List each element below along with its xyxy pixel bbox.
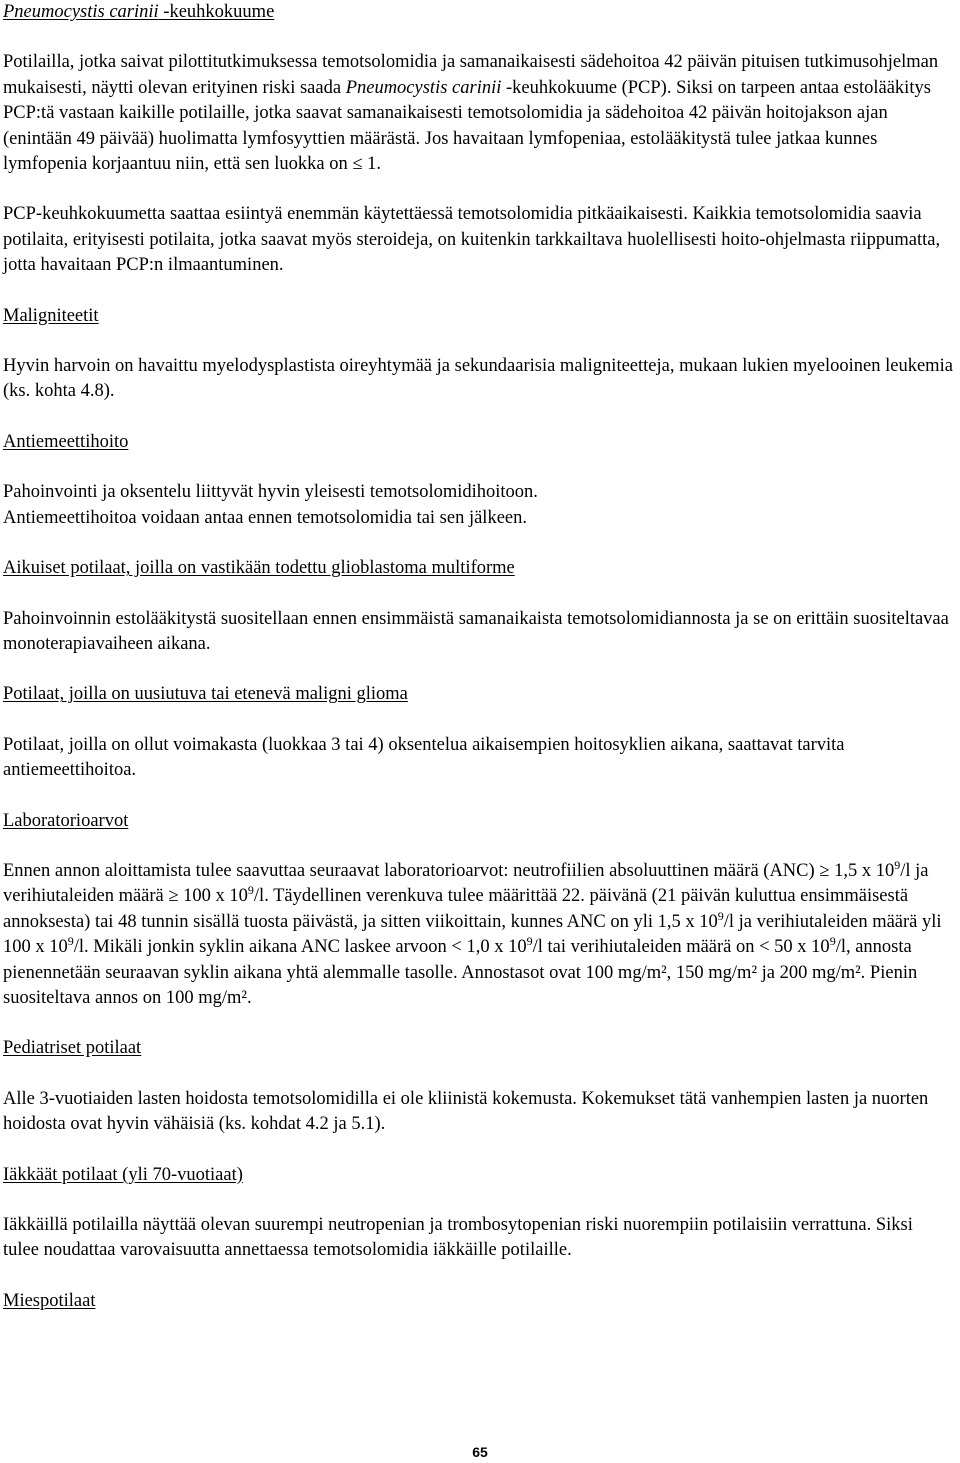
heading-pcp-rest: -keuhkokuume xyxy=(158,2,275,22)
antiemetic-paragraph-1: Pahoinvointi ja oksentelu liittyvät hyvin yleisesti temotsolomidihoitoon. xyxy=(3,482,538,503)
section-heading-male: Miespotilaat xyxy=(3,1290,96,1311)
pcp-p1-text-a: Potilailla, jotka saivat pilottitutkimuksessa temotsolomidia ja samanaikaisesti sädehoitoa 42 päivän pituisen tutkimusohjelman mukaisesti, näytti olevan erityinen riski saada xyxy=(3,52,939,98)
lab-text-6: /l tai verihiutaleiden määrä on < 50 x 10 xyxy=(532,937,830,958)
lab-text-1: Ennen annon aloittamista tulee saavuttaa seuraavat laboratorioarvot: neutrofiilien absoluuttinen määrä (ANC) ≥ 1,5 x 10 xyxy=(3,860,895,881)
recurrent-paragraph: Potilaat, joilla on ollut voimakasta (luokkaa 3 tai 4) oksentelua aikaisempien hoitosyklien aikana, saattavat tarvita antiemeettihoitoa. xyxy=(3,734,845,781)
section-heading-antiemetic: Antiemeettihoito xyxy=(3,431,129,452)
page-number: 65 xyxy=(472,1444,488,1460)
pcp-p1-italic: Pneumocystis carinii xyxy=(345,77,502,98)
document-page xyxy=(3,0,953,1314)
lab-text-5: /l. Mikäli jonkin syklin aikana ANC laskee arvoon < 1,0 x 10 xyxy=(73,937,527,958)
lab-text-3: /l. Täydellinen verenkuva tulee määrittää 22. päivänä (21 päivän kuluttua ensimmäisestä annoksesta) tai 48 tunnin sisällä tuosta päivästä, ja sitten viikoittain, kunnes ANC on yli 1,5 x 10 xyxy=(3,886,909,932)
lab-paragraph xyxy=(3,859,953,1011)
malignancies-paragraph: Hyvin harvoin on havaittu myelodysplastista oireyhtymää ja sekundaarisia maligniteetteja, mukaan lukien myelooinen leukemia (ks. kohta 4.8). xyxy=(3,356,953,402)
lab-sup-5: 9 xyxy=(526,934,533,949)
pediatric-paragraph: Alle 3-vuotiaiden lasten hoidosta temotsolomidilla ei ole kliinistä kokemusta. Kokemukset tätä vanhempien lasten ja nuorten hoidosta ovat hyvin vähäisiä (ks. kohdat 4.2 ja 5.1). xyxy=(3,1088,929,1135)
lab-text-4: /l ja verihiutaleiden määrä yli 100 x 10 xyxy=(3,911,942,958)
section-heading-lab: Laboratorioarvot xyxy=(3,810,129,831)
section-heading-pcp xyxy=(3,0,953,25)
adults-gbm-paragraph: Pahoinvoinnin estolääkitystä suositellaan ennen ensimmäistä samanaikaista temotsolomidiannosta ja se on erittäin suositeltavaa monoterapiavaiheen aikana. xyxy=(3,608,949,654)
lab-text-7: /l, annosta pienennetään seuraavan syklin aikana yhtä alemmalle tasolle. Annostasot ovat 100 mg/m², 150 mg/m² ja 200 mg/m². Pienin suositeltava annos on 100 mg/m². xyxy=(3,937,918,1008)
section-heading-recurrent: Potilaat, joilla on uusiutuva tai etenevä maligni glioma xyxy=(3,684,408,705)
section-heading-elderly: Iäkkäät potilaat (yli 70-vuotiaat) xyxy=(3,1164,243,1185)
pcp-paragraph-1 xyxy=(3,50,953,177)
lab-text-2: /l ja verihiutaleiden määrä ≥ 100 x 10 xyxy=(3,860,929,907)
lab-sup-4: 9 xyxy=(67,934,74,949)
lab-sup-6: 9 xyxy=(829,934,836,949)
pcp-paragraph-2: PCP-keuhkokuumetta saattaa esiintyä enemmän käytettäessä temotsolomidia pitkäaikaisesti. Kaikkia temotsolomidia saavia potilaita, erityisesti potilaita, jotka saavat myös steroideja, on kuitenkin tarkkailtava huolellisesti hoito-ohjelmasta riippumatta, jotta havaitaan PCP:n ilmaantuminen. xyxy=(3,204,941,276)
section-heading-pediatric: Pediatriset potilaat xyxy=(3,1038,142,1059)
antiemetic-paragraph-2: Antiemeettihoitoa voidaan antaa ennen temotsolomidia tai sen jälkeen. xyxy=(3,507,527,528)
lab-sup-1: 9 xyxy=(894,857,901,872)
heading-pcp-italic: Pneumocystis carinii xyxy=(3,2,159,22)
section-heading-adults-gbm: Aikuiset potilaat, joilla on vastikään todettu glioblastoma multiforme xyxy=(3,558,515,579)
pcp-p1-text-b: -keuhkokuume (PCP). Siksi on tarpeen antaa estolääkitys PCP:tä vastaan kaikille potilaille, jotka saavat samanaikaisesti temotsolomidia ja sädehoitoa 42 päivän hoitojakson ajan (enintään 49 päivää) huolimatta lymfosyyttien määrästä. Jos havaitaan lymfopeniaa, estolääkitystä tulee jatkaa kunnes lymfopenia korjaantuu niin, että sen luokka on ≤ 1. xyxy=(3,77,931,175)
elderly-paragraph: Iäkkäillä potilailla näyttää olevan suurempi neutropenian ja trombosytopenian riski nuorempiin potilaisiin verrattuna. Siksi tulee noudattaa varovaisuutta annettaessa temotsolomidia iäkkäille potilaille. xyxy=(3,1215,913,1261)
section-heading-malignancies: Maligniteetit xyxy=(3,305,99,326)
lab-sup-3: 9 xyxy=(717,908,724,923)
lab-sup-2: 9 xyxy=(247,883,254,898)
